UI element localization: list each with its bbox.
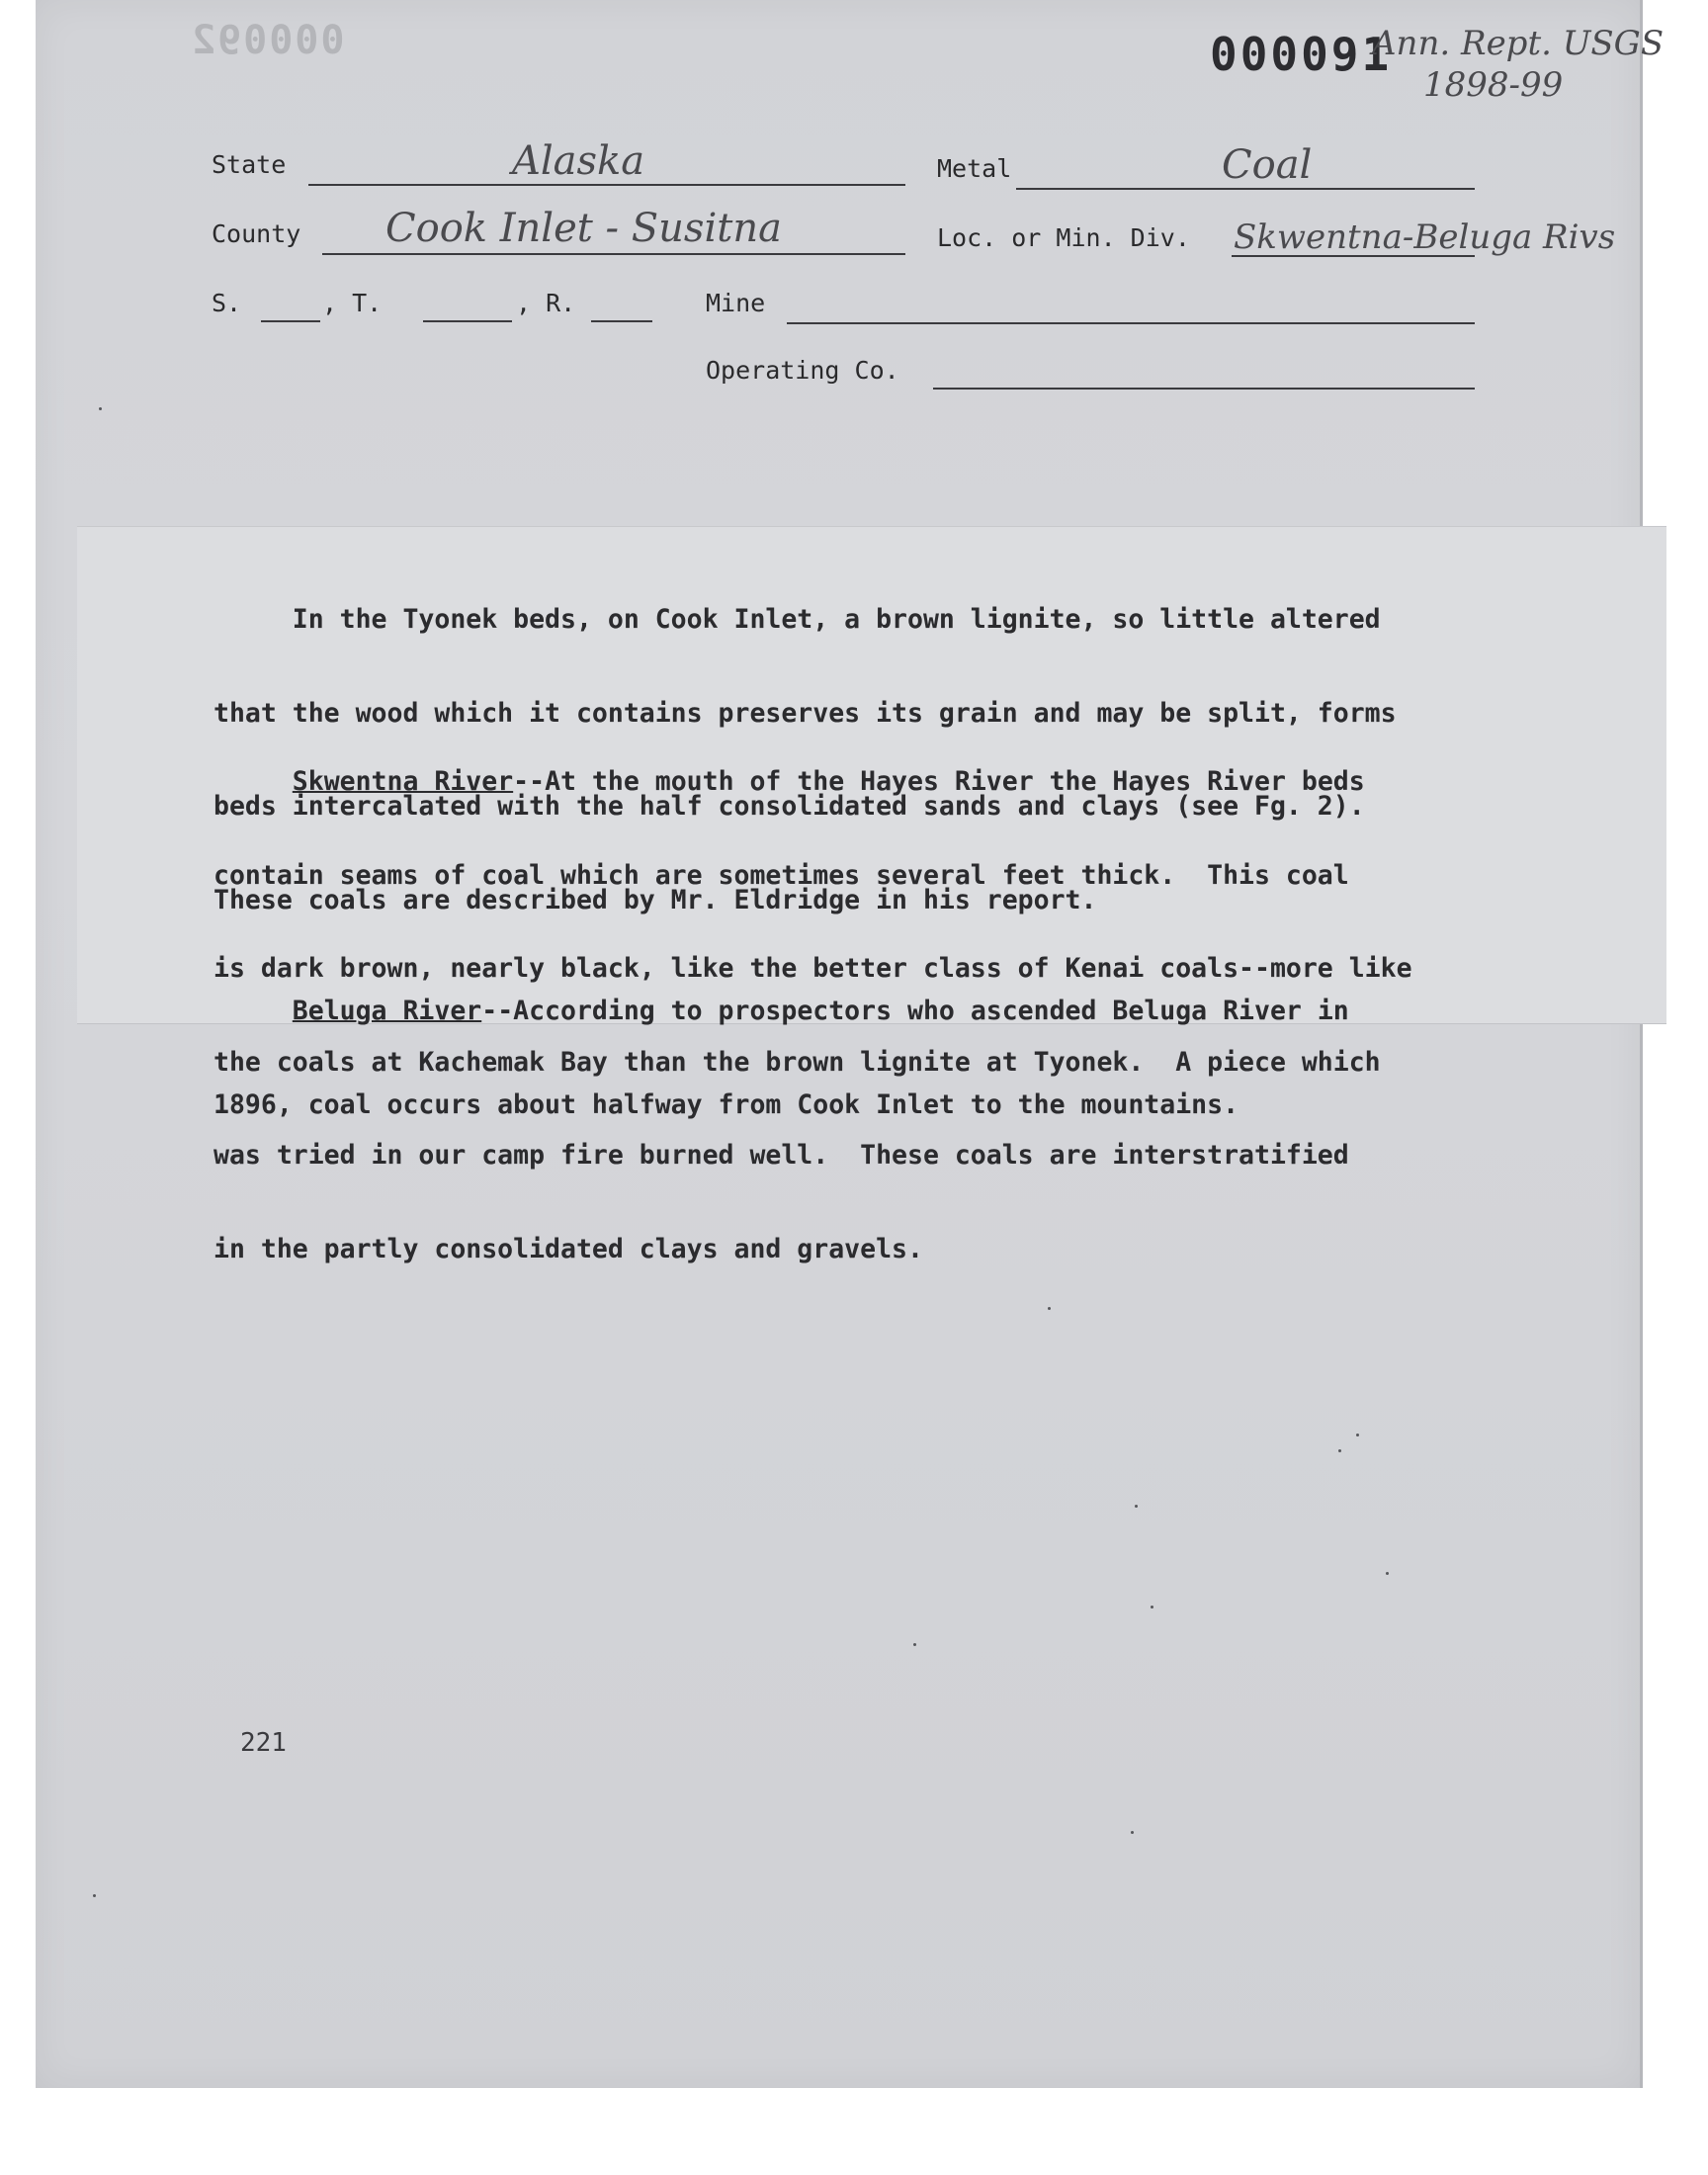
township-label: , T. — [322, 289, 383, 317]
scan-speck — [1048, 1307, 1051, 1310]
text-line: 1896, coal occurs about halfway from Cook Inlet to the mountains. — [214, 1088, 1239, 1120]
text-line: Beluga River--According to prospectors who ascended Beluga River in — [292, 996, 1349, 1026]
metal-label: Metal — [937, 154, 1012, 183]
text-line: was tried in our camp fire burned well. These coals are interstratified — [214, 1140, 1349, 1171]
handwritten-reference: Ann. Rept. USGS — [1372, 24, 1665, 63]
scan-speck — [1338, 1449, 1341, 1452]
state-value: Alaska — [512, 138, 645, 184]
state-line — [308, 184, 905, 186]
state-label: State — [212, 150, 287, 179]
county-value: Cook Inlet - Susitna — [385, 206, 782, 251]
handwritten-reference-year: 1898-99 — [1423, 65, 1564, 105]
scan-speck — [99, 407, 102, 410]
operating-co-label: Operating Co. — [706, 356, 899, 385]
text-line: In the Tyonek beds, on Cook Inlet, a brown lignite, so little altered — [214, 604, 1381, 635]
faint-reversed-stamp: 000092 — [190, 18, 345, 63]
text-line: contain seams of coal which are sometimes several feet thick. This coal — [214, 859, 1349, 891]
county-line — [322, 253, 905, 255]
paragraph-beluga — [214, 933, 1349, 1182]
range-label: , R. — [516, 289, 576, 317]
text-line: These coals are described by Mr. Eldridge in his report. — [214, 884, 1097, 915]
loc-div-value: Skwentna-Beluga Rivs — [1234, 218, 1616, 257]
loc-div-label: Loc. or Min. Div. — [937, 223, 1190, 252]
range-line — [591, 320, 652, 322]
text-line: that the wood which it contains preserves its grain and may be split, forms — [214, 697, 1397, 729]
scan-speck — [93, 1894, 96, 1897]
scan-speck — [1131, 1831, 1134, 1834]
mine-label: Mine — [706, 289, 766, 317]
county-label: County — [212, 219, 301, 248]
section-line — [261, 320, 320, 322]
text-line: the coals at Kachemak Bay than the brown lignite at Tyonek. A piece which — [214, 1046, 1381, 1078]
scan-speck — [913, 1643, 916, 1646]
text-line: Skwentna River--At the mouth of the Hayes River the Hayes River beds — [292, 766, 1365, 797]
section-label: S. — [212, 289, 242, 317]
text-line: in the partly consolidated clays and gravels. — [214, 1233, 923, 1264]
township-line — [423, 320, 512, 322]
operating-co-line — [933, 388, 1475, 390]
scan-speck — [1386, 1572, 1389, 1575]
metal-line — [1016, 188, 1475, 190]
scan-speck — [1356, 1434, 1359, 1436]
scan-speck — [1135, 1505, 1138, 1508]
mine-line — [787, 322, 1475, 324]
skwentna-heading: Skwentna River — [292, 766, 514, 797]
text-line: beds intercalated with the half consolidated sands and clays (see Fg. 2). — [214, 791, 1365, 822]
page-number: 221 — [240, 1728, 287, 1758]
beluga-heading: Beluga River — [292, 996, 482, 1026]
metal-value: Coal — [1222, 142, 1313, 188]
document-page — [36, 0, 1665, 2088]
text-line: is dark brown, nearly black, like the better class of Kenai coals--more like — [214, 953, 1412, 984]
document-number: 000091 — [1210, 28, 1393, 81]
scan-speck — [1151, 1606, 1153, 1609]
